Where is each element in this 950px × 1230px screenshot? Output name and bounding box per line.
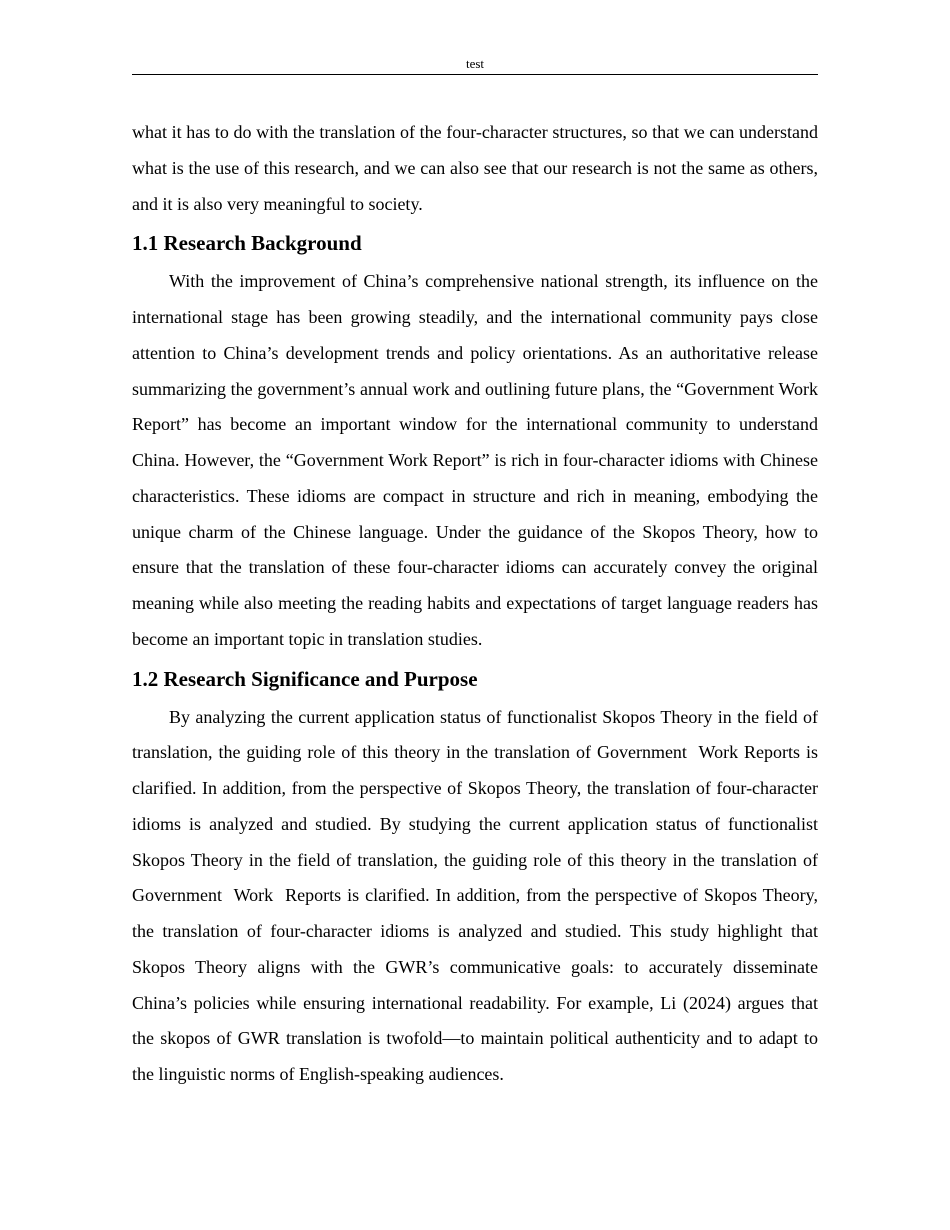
page-header xyxy=(132,56,818,75)
running-title: test xyxy=(465,56,485,71)
section-heading-research-background: 1.1 Research Background xyxy=(132,231,362,256)
research-background-paragraph: With the improvement of China’s comprehensive national strength, its influence on the international stage has been growing steadily, and the international community pays close attention to China’s development trends and policy orientations. As an authoritative release summarizing the government’s annual work and outlining future plans, the “Government Work Report” has become an important window for the international community to understand China. However, the “Government Work Report” is rich in four-character idioms with Chinese characteristics. These idioms are compact in structure and rich in meaning, embodying the unique charm of the Chinese language. Under the guidance of the Skopos Theory, how to ensure that the translation of these four-character idioms can accurately convey the original meaning while also meeting the reading habits and expectations of target language readers has become an important topic in translation studies. xyxy=(132,271,818,649)
document-body xyxy=(132,115,823,1093)
section-heading-research-significance: 1.2 Research Significance and Purpose xyxy=(132,666,478,691)
intro-paragraph: what it has to do with the translation of the four-character structures, so that we can understand what is the use of this research, and we can also see that our research is not the same as others, and it is also very meaningful to society. xyxy=(132,122,818,214)
research-significance-paragraph: By analyzing the current application status of functionalist Skopos Theory in the field of translation, the guiding role of this theory in the translation of Government Work Reports is clarified. In addition, from the perspective of Skopos Theory, the translation of four-character idioms is analyzed and studied. By studying the current application status of functionalist Skopos Theory in the field of translation, the guiding role of this theory in the translation of Government Work Reports is clarified. In addition, from the perspective of Skopos Theory, the translation of four-character idioms is analyzed and studied. This study highlight that Skopos Theory aligns with the GWR’s communicative goals: to accurately disseminate China’s policies while ensuring international readability. For example, Li (2024) argues that the skopos of GWR translation is twofold—to maintain political authenticity and to adapt to the linguistic norms of English-speaking audiences. xyxy=(132,706,823,1084)
